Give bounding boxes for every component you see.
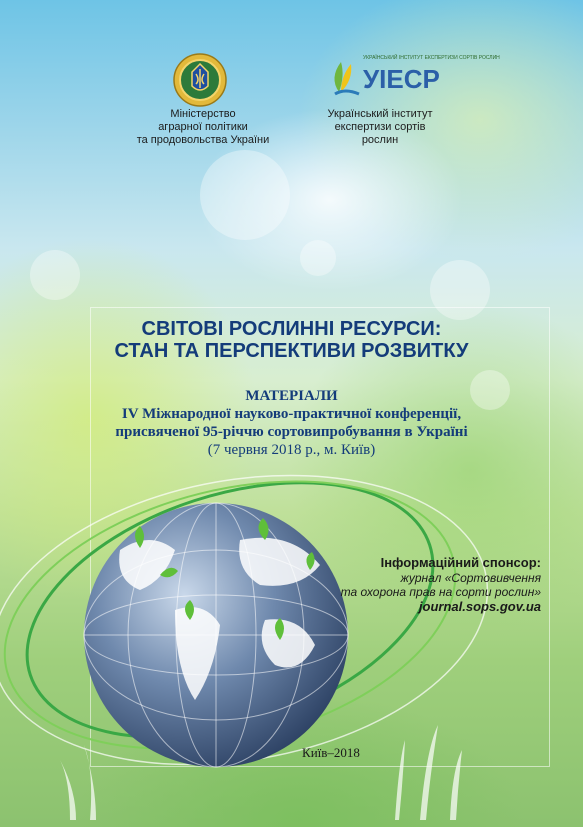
bokeh-light [200,150,290,240]
place-year: Київ–2018 [302,745,360,760]
bokeh-light [300,240,336,276]
institute-line-2: експертизи сортів [334,121,426,133]
conference-line: IV Міжнародної науково-практичної конференції, [121,406,462,422]
sponsor-journal-line-1: журнал «Сортовивчення [400,571,541,585]
date-place-line: (7 червня 2018 р., м. Київ) [207,442,376,458]
cover-title-line-1: СВІТОВІ РОСЛИННІ РЕСУРСИ: [141,318,442,340]
ministry-line-3: та продовольства України [136,134,270,146]
institute-line-1: Український інститут [327,108,433,120]
cover-title-line-2: СТАН ТА ПЕРСПЕКТИВИ РОЗВИТКУ [114,340,469,362]
sponsor-heading: Інформаційний спонсор: [380,555,541,570]
ministry-emblem-icon [172,52,228,108]
institute-caption [300,108,460,147]
ministry-caption [118,108,288,147]
dedication-line: присвяченої 95-річчю сортовипробування в Україні [115,424,468,440]
bokeh-light [30,250,80,300]
logo-text: УІЕСР [363,64,440,94]
institute-line-3: рослин [361,134,399,146]
ministry-line-2: аграрної політики [158,121,248,133]
materials-heading: МАТЕРІАЛИ [245,388,338,404]
globe-illustration [0,440,583,827]
sponsor-journal-line-2: та охорона прав на сорти рослин» [340,585,541,599]
uiesr-logo-icon [325,48,500,98]
ministry-line-1: Міністерство [170,108,236,120]
logo-small-text: УКРАЇНСЬКИЙ ІНСТИТУТ ЕКСПЕРТИЗИ СОРТІВ РОСЛИН [363,55,500,61]
sponsor-url[interactable]: journal.sops.gov.ua [418,599,541,614]
